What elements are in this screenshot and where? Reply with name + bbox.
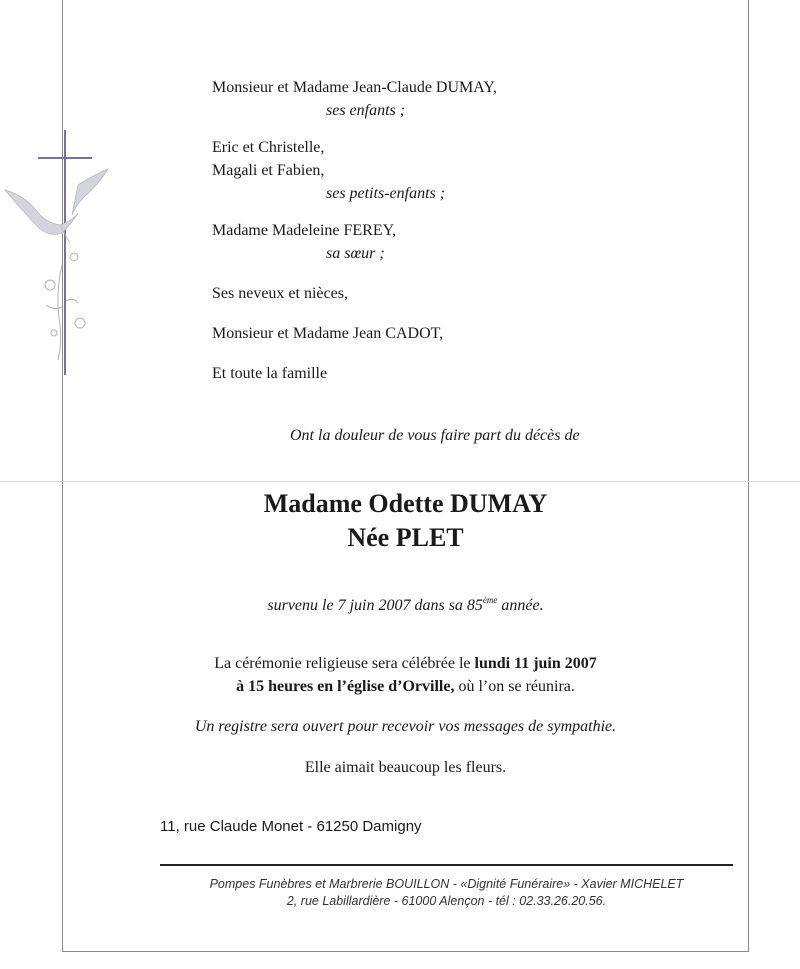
ceremony-after: où l’on se réunira. [454,678,575,695]
family-line-nephews: Ses neveux et nièces, [212,285,348,302]
notice-card [62,0,749,952]
flowers-text: Elle aimait beaucoup les fleurs. [304,759,507,776]
ceremony-date: lundi 11 juin 2007 [474,655,597,672]
death-date-after: année. [497,597,544,614]
death-date-sup: ème [482,595,498,605]
family-role-children: ses enfants ; [326,102,406,119]
death-date-line [62,596,749,614]
family-line-grandchildren-1: Eric et Christelle, [212,139,325,156]
footer-contact: 2, rue Labillardière - 61000 Alençon - tél : 02.33.26.20.56. [286,894,607,908]
fold-line [0,481,800,482]
registry-text: Un registre sera ouvert pour recevoir vos messages de sympathie. [194,718,617,735]
ceremony-intro: La cérémonie religieuse sera célébrée le [214,655,475,672]
deceased-maiden-name: Née PLET [347,523,464,552]
family-line-cadot: Monsieur et Madame Jean CADOT, [212,325,444,342]
dove-icon [5,169,108,243]
ceremony-line-2 [62,679,749,695]
cross-emblem [0,125,115,375]
family-line-sister: Madame Madeleine FEREY, [212,222,397,239]
home-address: 11, rue Claude Monet - 61250 Damigny [160,818,422,835]
family-role-grandchildren: ses petits-enfants ; [326,185,446,202]
deceased-name: Madame Odette DUMAY [263,489,548,518]
death-date-text: survenu le 7 juin 2007 dans sa 85 [267,597,483,614]
family-line-all: Et toute la famille [212,365,328,382]
family-role-sister: sa sœur ; [326,245,385,262]
cross-icon [38,130,92,375]
footer-rule [160,864,733,866]
ceremony-line-1 [62,656,749,672]
family-line-children: Monsieur et Madame Jean-Claude DUMAY, [212,79,497,96]
footer-company: Pompes Funèbres et Marbrerie BOUILLON - «Dignité Funéraire» - Xavier MICHELET [209,877,684,891]
family-line-grandchildren-2: Magali et Fabien, [212,162,325,179]
ceremony-place: à 15 heures en l’église d’Orville, [236,678,455,695]
announcement-text: Ont la douleur de vous faire part du décès de [290,427,580,444]
